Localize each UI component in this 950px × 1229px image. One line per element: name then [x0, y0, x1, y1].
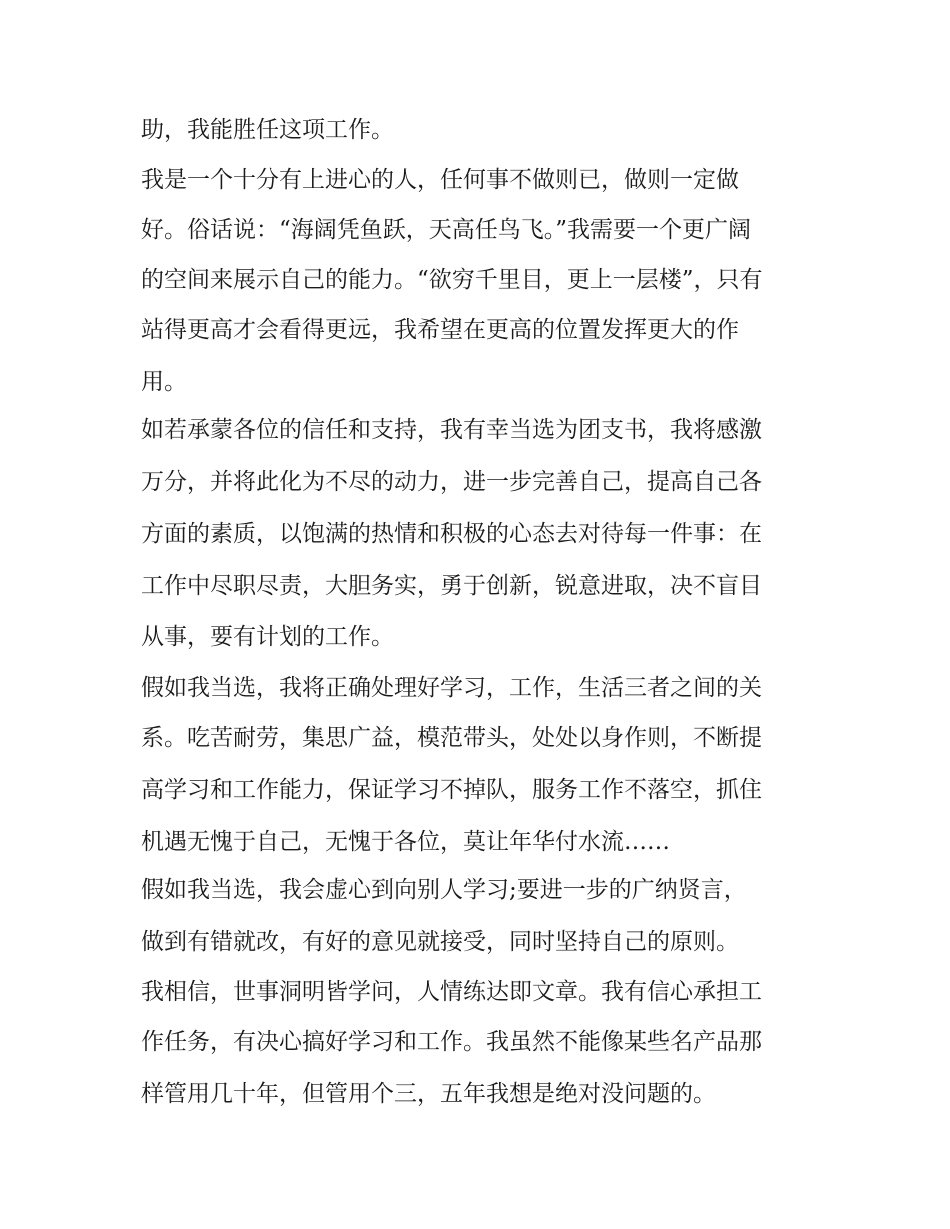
text-line: 机遇无愧于自己，无愧于各位，莫让年华付水流…… — [141, 829, 670, 855]
text-line: 样管用几十年，但管用个三，五年我想是绝对没问题的。 — [141, 1081, 716, 1107]
text-line: 好。俗话说：“海阔凭鱼跃，天高任鸟飞。”我需要一个更广阔 — [141, 217, 752, 243]
text-line: 方面的素质，以饱满的热情和积极的心态去对待每一件事：在 — [141, 521, 762, 547]
text-line: 系。吃苦耐劳，集思广益，模范带头，处处以身作则，不断提 — [141, 725, 762, 751]
text-line: 站得更高才会看得更远，我希望在更高的位置发挥更大的作 — [141, 317, 739, 343]
text-line: 我相信，世事洞明皆学问，人情练达即文章。我有信心承担工 — [141, 979, 762, 1005]
text-line: 的空间来展示自己的能力。“欲穷千里目，更上一层楼”，只有 — [141, 267, 763, 293]
text-line: 用。 — [141, 369, 187, 395]
text-line: 作任务，有决心搞好学习和工作。我虽然不能像某些名产品那 — [141, 1029, 762, 1055]
text-line: 假如我当选，我会虚心到向别人学习;要进一步的广纳贤言， — [141, 877, 747, 903]
text-line: 从事，要有计划的工作。 — [141, 624, 394, 650]
text-line: 假如我当选，我将正确处理好学习，工作，生活三者之间的关 — [141, 675, 762, 701]
text-line: 我是一个十分有上进心的人，任何事不做则已，做则一定做 — [141, 167, 739, 193]
text-line: 做到有错就改，有好的意见就接受，同时坚持自己的原则。 — [141, 929, 739, 955]
text-line: 高学习和工作能力，保证学习不掉队，服务工作不落空，抓住 — [141, 777, 762, 803]
text-line: 万分，并将此化为不尽的动力，进一步完善自己，提高自己各 — [141, 469, 762, 495]
text-line: 如若承蒙各位的信任和支持，我有幸当选为团支书，我将感激 — [141, 417, 762, 443]
text-line: 助，我能胜任这项工作。 — [141, 117, 394, 143]
text-line: 工作中尽职尽责，大胆务实，勇于创新，锐意进取，决不盲目 — [141, 573, 762, 599]
